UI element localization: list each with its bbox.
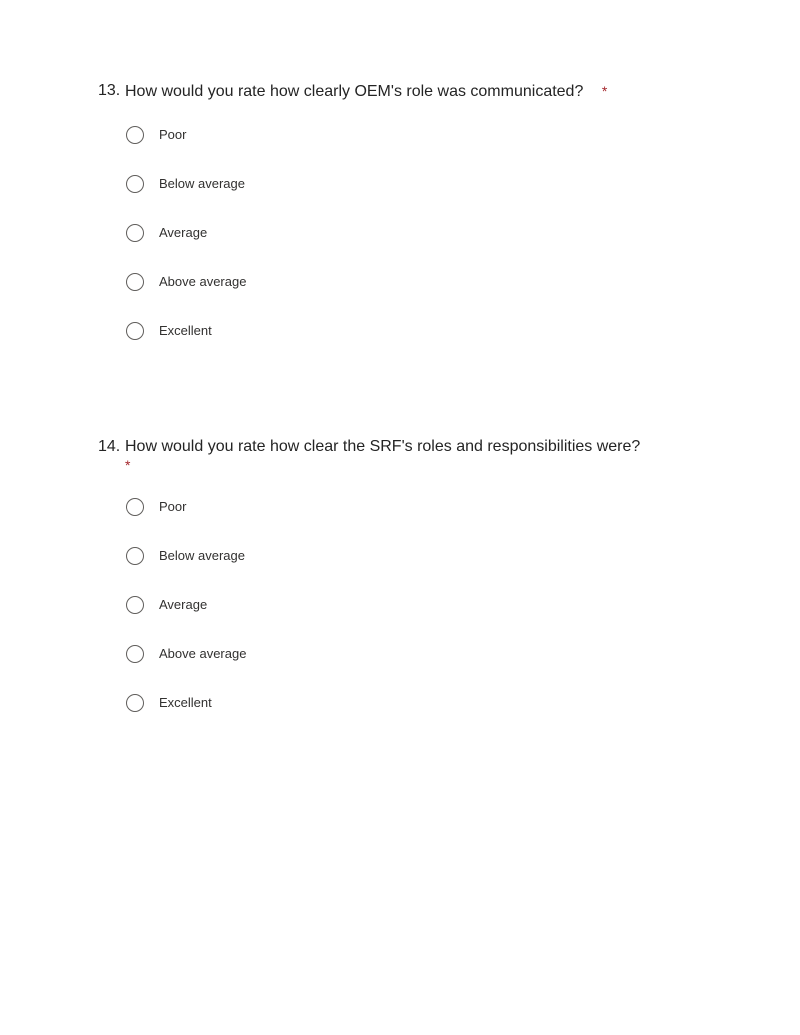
radio-button[interactable] [126, 694, 144, 712]
radio-option-label: Average [159, 225, 208, 240]
radio-option-average[interactable] [126, 596, 698, 645]
radio-button[interactable] [126, 498, 144, 516]
question-number: 14. [98, 438, 121, 455]
question-number: 13. [98, 82, 121, 99]
radio-button[interactable] [126, 322, 144, 340]
radio-option-label: Above average [159, 274, 247, 289]
radio-button[interactable] [126, 273, 144, 291]
radio-option-poor[interactable] [126, 498, 698, 547]
question-14 [98, 436, 698, 743]
radio-option-label: Poor [159, 127, 187, 142]
radio-option-label: Below average [159, 176, 245, 191]
radio-button[interactable] [126, 224, 144, 242]
radio-option-above-average[interactable] [126, 273, 698, 322]
radio-group [126, 498, 698, 743]
radio-option-poor[interactable] [126, 126, 698, 175]
radio-button[interactable] [126, 175, 144, 193]
question-text: How would you rate how clear the SRF's roles and responsibilities were? [125, 438, 641, 455]
radio-button[interactable] [126, 596, 144, 614]
radio-button[interactable] [126, 645, 144, 663]
radio-button[interactable] [126, 547, 144, 565]
radio-option-average[interactable] [126, 224, 698, 273]
radio-option-label: Excellent [159, 323, 212, 338]
radio-button[interactable] [126, 126, 144, 144]
question-text: How would you rate how clearly OEM's role was communicated? [125, 83, 584, 100]
radio-option-excellent[interactable] [126, 322, 698, 371]
radio-option-below-average[interactable] [126, 175, 698, 224]
question-title [98, 80, 698, 103]
radio-option-below-average[interactable] [126, 547, 698, 596]
required-marker: * [601, 83, 608, 99]
radio-option-excellent[interactable] [126, 694, 698, 743]
radio-option-label: Poor [159, 499, 187, 514]
required-marker: * [125, 457, 131, 473]
question-title [98, 436, 698, 472]
radio-option-label: Excellent [159, 695, 212, 710]
radio-option-label: Below average [159, 548, 245, 563]
question-13 [98, 80, 698, 371]
radio-option-label: Above average [159, 646, 247, 661]
radio-option-label: Average [159, 597, 208, 612]
radio-option-above-average[interactable] [126, 645, 698, 694]
radio-group [126, 126, 698, 371]
